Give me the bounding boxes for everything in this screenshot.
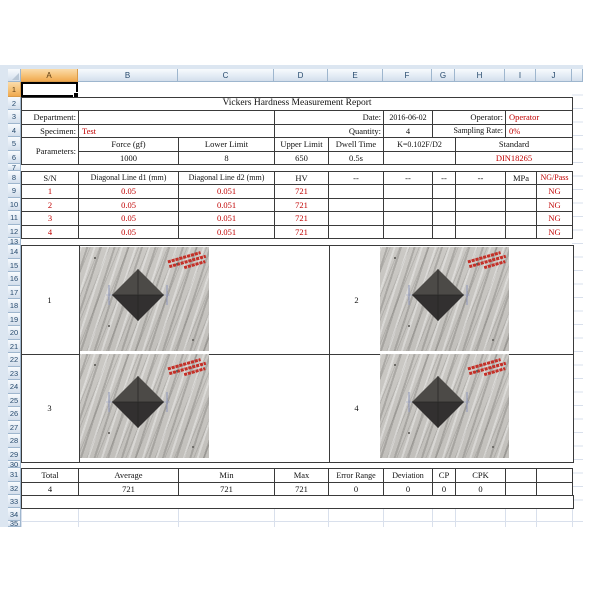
row-header-32[interactable]: 32 <box>8 482 21 495</box>
column-header-K-partial[interactable] <box>572 69 583 82</box>
summary-blank-header[interactable] <box>537 469 573 483</box>
column-header-G[interactable]: G <box>432 69 455 82</box>
row-header-30[interactable]: 30 <box>8 461 21 468</box>
summary-average-value[interactable]: 721 <box>79 483 179 496</box>
summary-blank-header[interactable] <box>506 469 537 483</box>
department-value[interactable] <box>79 111 275 125</box>
row-header-35[interactable]: 35 <box>8 521 21 527</box>
micrograph-label-3[interactable]: 3 <box>47 403 52 413</box>
k-factor-header[interactable]: K=0.102F/D2 <box>384 138 456 152</box>
department-label[interactable]: Department: <box>22 111 79 125</box>
d2-header[interactable]: Diagonal Line d2 (mm) <box>179 172 275 185</box>
micrograph-4[interactable] <box>380 354 509 458</box>
force-header[interactable]: Force (gf) <box>79 138 179 152</box>
row-header-20[interactable]: 20 <box>8 326 21 340</box>
column-header-A[interactable]: A <box>21 69 78 82</box>
blank-cell[interactable] <box>506 226 537 239</box>
hv-cell[interactable]: 721 <box>275 199 329 212</box>
dwell-time-header[interactable]: Dwell Time <box>329 138 384 152</box>
k-factor-empty[interactable] <box>384 152 456 165</box>
summary-deviation-header[interactable]: Deviation <box>384 469 433 483</box>
hv-header[interactable]: HV <box>275 172 329 185</box>
summary-cpk-value[interactable]: 0 <box>456 483 506 496</box>
blank-cell[interactable] <box>329 212 384 226</box>
red-stamp-overlay <box>467 357 508 382</box>
d2-cell[interactable]: 0.051 <box>179 199 275 212</box>
row-header-19[interactable]: 19 <box>8 313 21 326</box>
dwell-time-value[interactable]: 0.5s <box>329 152 384 165</box>
sn-cell[interactable]: 4 <box>22 226 79 239</box>
operator-value[interactable]: Operator <box>506 111 573 125</box>
dash-header-4[interactable]: -- <box>456 172 506 185</box>
d1-cell[interactable]: 0.05 <box>79 212 179 226</box>
standard-header[interactable]: Standard <box>456 138 573 152</box>
dash-header-1[interactable]: -- <box>329 172 384 185</box>
summary-max-header[interactable]: Max <box>275 469 329 483</box>
report-info-table <box>21 97 573 165</box>
row-header-12[interactable]: 12 <box>8 225 21 238</box>
summary-average-header[interactable]: Average <box>79 469 179 483</box>
blank-cell[interactable] <box>329 199 384 212</box>
column-header-F[interactable]: F <box>383 69 432 82</box>
d1-cell[interactable]: 0.05 <box>79 199 179 212</box>
d2-cell[interactable]: 0.051 <box>179 212 275 226</box>
column-header-B[interactable]: B <box>78 69 178 82</box>
hv-cell[interactable]: 721 <box>275 212 329 226</box>
empty-bordered-row[interactable] <box>21 495 574 509</box>
blank-cell[interactable] <box>384 212 433 226</box>
ng-cell[interactable]: NG <box>537 212 573 226</box>
blank-cell[interactable] <box>506 212 537 226</box>
red-stamp-overlay <box>167 250 208 275</box>
quantity-value[interactable]: 4 <box>384 125 433 138</box>
blank-cell[interactable] <box>433 212 456 226</box>
blank-cell[interactable] <box>384 226 433 239</box>
summary-cpk-header[interactable]: CPK <box>456 469 506 483</box>
hv-cell[interactable]: 721 <box>275 185 329 199</box>
row-header-6[interactable]: 6 <box>8 151 21 164</box>
row-header-7[interactable]: 7 <box>8 164 21 171</box>
measurement-table <box>21 171 573 239</box>
sn-cell[interactable]: 1 <box>22 185 79 199</box>
hv-cell[interactable]: 721 <box>275 226 329 239</box>
indent-diamond-icon <box>106 370 170 434</box>
micrograph-panel <box>21 245 574 463</box>
quantity-label[interactable]: Quantity: <box>275 125 384 138</box>
micrograph-label-1[interactable]: 1 <box>47 295 52 305</box>
specimen-value[interactable]: Test <box>79 125 275 138</box>
row-header-26[interactable]: 26 <box>8 407 21 421</box>
selection-outline-a1 <box>21 82 78 97</box>
row-header-3[interactable]: 3 <box>8 110 21 124</box>
row-header-15[interactable]: 15 <box>8 259 21 272</box>
d1-header[interactable]: Diagonal Line d1 (mm) <box>79 172 179 185</box>
report-title[interactable]: Vickers Hardness Measurement Report <box>22 98 573 111</box>
row-header-24[interactable]: 24 <box>8 380 21 394</box>
sn-cell[interactable]: 3 <box>22 212 79 226</box>
row-header-11[interactable]: 11 <box>8 211 21 225</box>
left-chrome-strip <box>0 65 8 527</box>
d2-cell[interactable]: 0.051 <box>179 185 275 199</box>
indent-diamond-icon <box>406 370 470 434</box>
blank-cell[interactable] <box>506 185 537 199</box>
lower-limit-value[interactable]: 8 <box>179 152 275 165</box>
d1-cell[interactable]: 0.05 <box>79 226 179 239</box>
row-header-29[interactable]: 29 <box>8 448 21 461</box>
gridlines <box>21 509 583 527</box>
row-header-23[interactable]: 23 <box>8 367 21 380</box>
sampling-rate-label[interactable]: Sampling Rate: <box>433 125 506 138</box>
blank-cell[interactable] <box>384 185 433 199</box>
column-header-C[interactable]: C <box>178 69 274 82</box>
summary-total-value[interactable]: 4 <box>22 483 79 496</box>
row-header-25[interactable]: 25 <box>8 394 21 407</box>
summary-cp-value[interactable]: 0 <box>433 483 456 496</box>
specimen-label[interactable]: Specimen: <box>22 125 79 138</box>
blank-cell[interactable] <box>433 185 456 199</box>
row-header-5[interactable]: 5 <box>8 137 21 151</box>
upper-limit-header[interactable]: Upper Limit <box>275 138 329 152</box>
summary-error-range-header[interactable]: Error Range <box>329 469 384 483</box>
summary-error-range-value[interactable]: 0 <box>329 483 384 496</box>
row-header-13[interactable]: 13 <box>8 238 21 245</box>
row-header-34[interactable]: 34 <box>8 508 21 521</box>
column-header-J[interactable]: J <box>536 69 572 82</box>
ng-cell[interactable]: NG <box>537 226 573 239</box>
lower-limit-header[interactable]: Lower Limit <box>179 138 275 152</box>
row-header-4[interactable]: 4 <box>8 124 21 137</box>
red-stamp-overlay <box>167 357 208 382</box>
indent-diamond-icon <box>406 263 470 327</box>
mpa-header[interactable]: MPa <box>506 172 537 185</box>
sn-cell[interactable]: 2 <box>22 199 79 212</box>
row-header-14[interactable]: 14 <box>8 245 21 259</box>
blank-cell[interactable] <box>384 199 433 212</box>
column-header-E[interactable]: E <box>328 69 383 82</box>
force-value[interactable]: 1000 <box>79 152 179 165</box>
summary-min-header[interactable]: Min <box>179 469 275 483</box>
row-header-33[interactable]: 33 <box>8 495 21 508</box>
parameters-label[interactable]: Parameters: <box>22 138 79 165</box>
operator-label[interactable]: Operator: <box>433 111 506 125</box>
row-header-1[interactable]: 1 <box>8 82 21 97</box>
summary-total-header[interactable]: Total <box>22 469 79 483</box>
row-header-21[interactable]: 21 <box>8 340 21 353</box>
date-label[interactable]: Date: <box>275 111 384 125</box>
select-all-corner[interactable] <box>8 69 21 82</box>
summary-deviation-value[interactable]: 0 <box>384 483 433 496</box>
column-header-H[interactable]: H <box>455 69 505 82</box>
column-header-D[interactable]: D <box>274 69 328 82</box>
micrograph-3[interactable] <box>80 354 209 458</box>
dash-header-2[interactable]: -- <box>384 172 433 185</box>
ng-cell[interactable]: NG <box>537 185 573 199</box>
row-header-28[interactable]: 28 <box>8 434 21 448</box>
row-header-17[interactable]: 17 <box>8 286 21 299</box>
d1-cell[interactable]: 0.05 <box>79 185 179 199</box>
blank-cell[interactable] <box>506 199 537 212</box>
date-value[interactable]: 2016-06-02 <box>384 111 433 125</box>
blank-cell[interactable] <box>433 226 456 239</box>
blank-cell[interactable] <box>433 199 456 212</box>
blank-cell[interactable] <box>329 185 384 199</box>
blank-cell[interactable] <box>456 226 506 239</box>
blank-cell[interactable] <box>456 212 506 226</box>
summary-cp-header[interactable]: CP <box>433 469 456 483</box>
row-header-22[interactable]: 22 <box>8 353 21 367</box>
sn-header[interactable]: S/N <box>22 172 79 185</box>
row-header-27[interactable]: 27 <box>8 421 21 434</box>
summary-min-value[interactable]: 721 <box>179 483 275 496</box>
micrograph-2[interactable] <box>380 247 509 351</box>
row-header-18[interactable]: 18 <box>8 299 21 313</box>
d2-cell[interactable]: 0.051 <box>179 226 275 239</box>
row-header-31[interactable]: 31 <box>8 468 21 482</box>
blank-cell[interactable] <box>329 226 384 239</box>
column-header-I[interactable]: I <box>505 69 536 82</box>
blank-cell[interactable] <box>456 199 506 212</box>
sampling-rate-value[interactable]: 0% <box>506 125 573 138</box>
ngpass-header[interactable]: NG/Pass <box>537 172 573 185</box>
row-header-16[interactable]: 16 <box>8 272 21 286</box>
blank-cell[interactable] <box>456 185 506 199</box>
indent-diamond-icon <box>106 263 170 327</box>
micrograph-label-4[interactable]: 4 <box>354 403 359 413</box>
red-stamp-overlay <box>467 250 508 275</box>
row-header-9[interactable]: 9 <box>8 184 21 198</box>
ng-cell[interactable]: NG <box>537 199 573 212</box>
upper-limit-value[interactable]: 650 <box>275 152 329 165</box>
standard-value[interactable]: DIN18265 <box>456 152 573 165</box>
row-header-10[interactable]: 10 <box>8 198 21 211</box>
micrograph-label-2[interactable]: 2 <box>354 295 359 305</box>
summary-table <box>21 468 573 496</box>
micrograph-1[interactable] <box>80 247 209 351</box>
row-header-2[interactable]: 2 <box>8 97 21 110</box>
dash-header-3[interactable]: -- <box>433 172 456 185</box>
row-header-8[interactable]: 8 <box>8 171 21 184</box>
summary-max-value[interactable]: 721 <box>275 483 329 496</box>
